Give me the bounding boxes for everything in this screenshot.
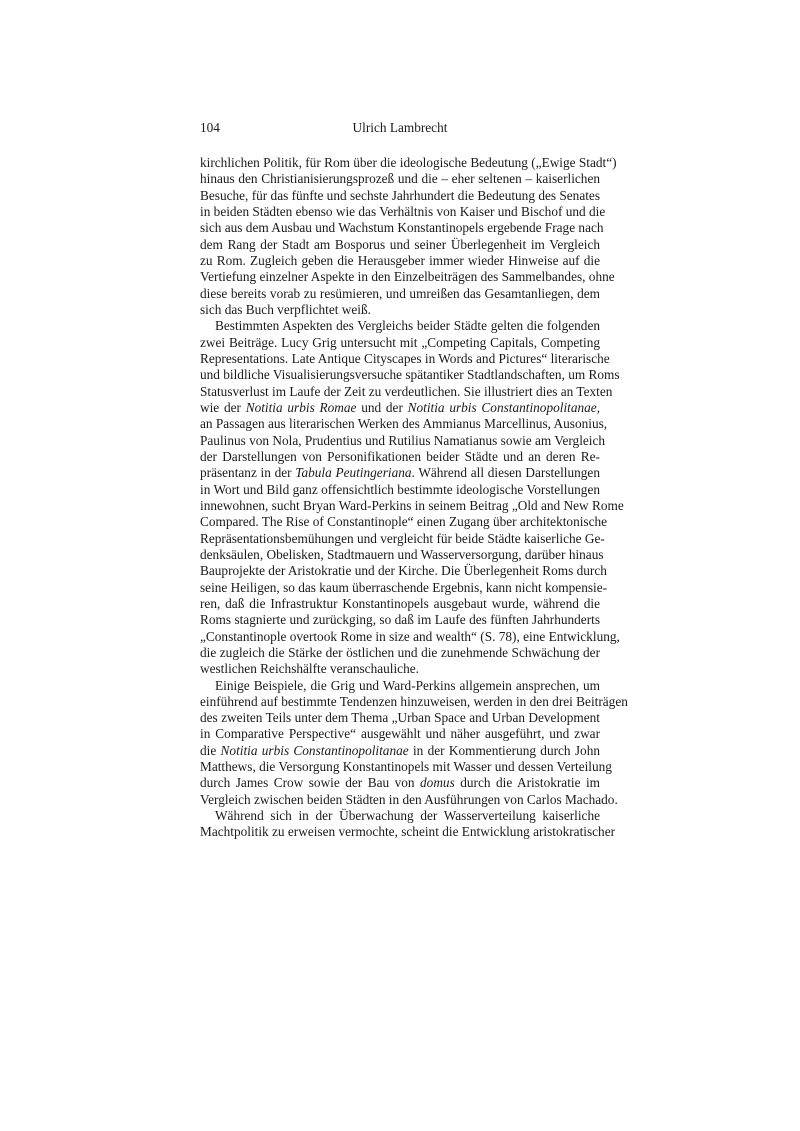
text-line [200,383,613,400]
text-segment: „Constantinople overtook Rome in size and wealth“ (S. 78), eine Entwicklung, [200,628,620,644]
text-segment: denksäulen, Obelisken, Stadtmauern und Wasserversorgung, darüber hinaus [200,546,604,562]
text-line [200,628,620,645]
text-line [200,497,624,514]
text-segment: durch die Aristokratie im [454,775,601,791]
paragraph [200,318,624,677]
text-line [200,726,600,742]
text-segment: Repräsentationsbemühungen und vergleicht für beide Städte kaiserliche Ge- [200,530,605,546]
text-segment: Compared. The Rise of Constantinople“ einen Zugang über architektonische [200,514,608,530]
text-segment: sich das Buch verpflichtet weiß. [200,301,371,317]
text-line [200,269,615,285]
text-segment: seine Heiligen, so das kaum überraschende Ergebnis, kann nicht kompensie- [200,579,608,595]
text-line [200,302,600,318]
italic-title: Notitia urbis Constantinopolitanae [407,399,597,415]
text-segment: diese bereits vorab zu resümieren, und umreißen das Gesamtanliegen, dem [200,285,600,301]
text-segment: präsentanz in der [200,465,296,481]
text-line [200,710,600,726]
text-line [200,318,600,334]
text-segment: und bildliche Visualisierungsversuche spätantiker Stadtlandschaften, um Roms [200,367,620,383]
text-segment: Vergleich zwischen beiden Städten in den Ausführungen von Carlos Machado. [200,791,618,807]
text-segment: in der Kommentierung durch John [408,742,600,758]
italic-title: Notitia urbis Constantinopolitanae [220,742,409,758]
text-line [200,546,604,563]
text-segment: westlichen Reichshälfte veranschauliche. [200,661,419,677]
text-line [200,579,608,596]
text-segment: zu Rom. Zugleich geben die Herausgeber immer wieder Hinweise auf die [200,252,600,268]
text-line [200,171,600,187]
text-line [200,824,616,840]
text-segment: durch James Crow sowie der Bau von [200,775,421,791]
text-line [200,563,607,579]
text-segment: . Während all diesen Darstellungen [411,465,600,481]
text-segment: ren, daß die Infrastruktur Konstantinopels ausgebaut wurde, während die [200,595,600,611]
text-segment: sich aus dem Ausbau und Wachstum Konstantinopels ergebende Frage nach [200,220,604,236]
text-segment: Paulinus von Nola, Prudentius und Rutilius Namatianus sowie am Vergleich [200,432,606,448]
italic-title: Notitia urbis Romae [245,399,357,415]
text-segment: , [596,399,601,415]
text-line [200,432,606,449]
text-line [200,335,600,351]
text-line [200,449,600,465]
text-segment: des zweiten Teils unter dem Thema „Urban Space and Urban Development [200,710,600,726]
text-line [200,237,600,253]
italic-title: domus [420,775,455,791]
text-segment: Bestimmten Aspekten des Vergleichs beider Städte gelten die folgenden [215,318,600,334]
text-segment: innewohnen, sucht Bryan Ward-Perkins in seinem Beitrag „Old and New Rome [200,497,624,513]
text-segment: die [200,742,221,758]
text-line [200,155,617,171]
text-segment: in Comparative Perspective“ ausgewählt und näher ausgeführt, und zwar [200,726,600,742]
text-line [200,367,620,383]
body-text [200,155,628,841]
text-line [200,743,600,759]
running-head: Ulrich Lambrecht [352,120,448,135]
text-line [200,514,608,530]
text-line [200,465,600,481]
text-line [200,808,600,824]
text-segment: Matthews, die Versorgung Konstantinopels mit Wasser und dessen Verteilung [200,759,612,775]
text-segment: zwei Beiträge. Lucy Grig untersucht mit „Competing Capitals, Competing [200,334,600,350]
text-segment: Bauprojekte der Aristokratie und der Kirche. Die Überlegenheit Roms durch [200,563,607,579]
text-line [200,416,608,432]
text-line [200,530,605,547]
text-segment: Einige Beispiele, die Grig und Ward-Perkins allgemein ansprechen, um [215,677,600,693]
text-segment: kirchlichen Politik, für Rom über die ideologische Bedeutung („Ewige Stadt“) [200,155,617,170]
text-line [200,759,612,775]
paragraph [200,677,628,809]
text-line [200,482,600,498]
text-line [200,188,600,204]
text-line [200,286,600,302]
text-segment: Vertiefung einzelner Aspekte in den Einzelbeiträgen des Sammelbandes, ohne [200,269,615,285]
text-line [200,220,604,236]
text-segment: wie der [200,399,246,415]
text-line [200,775,600,791]
text-line [200,678,600,694]
text-segment: Besuche, für das fünfte und sechste Jahrhundert die Bedeutung des Senates [200,187,600,203]
text-segment: die zugleich die Stärke der östlichen und die zunehmende Schwächung der [200,644,600,660]
text-segment: in beiden Städten ebenso wie das Verhältnis von Kaiser und Bischof und die [200,203,606,219]
text-segment: Machtpolitik zu erweisen vermochte, scheint die Entwicklung aristokratischer [200,824,616,840]
paragraph [200,808,616,841]
text-segment: Representations. Late Antique Cityscapes in Words and Pictures“ literarische [200,350,610,366]
text-line [200,596,600,612]
text-line [200,791,618,808]
text-line [200,203,606,220]
text-segment: Während sich in der Überwachung der Wasserverteilung kaiserliche [215,808,600,824]
text-segment: an Passagen aus literarischen Werken des Ammianus Marcellinus, Ausonius, [200,416,608,432]
text-segment: einführend auf bestimmte Tendenzen hinzuweisen, werden in den drei Beiträgen [200,693,628,709]
text-line [200,400,600,416]
text-segment: in Wort und Bild ganz offensichtlich bestimmte ideologische Vorstellungen [200,481,600,497]
text-segment: Statusverlust im Laufe der Zeit zu verdeutlichen. Sie illustriert dies an Texten [200,383,613,399]
text-line [200,350,610,367]
text-line [200,661,600,677]
page-header [200,120,600,138]
text-line [200,693,628,710]
italic-title: Tabula Peutingeriana [295,465,412,481]
text-segment: und der [356,399,408,415]
text-line [200,612,600,628]
text-line [200,645,600,661]
text-segment: Roms stagnierte und zurückging, so daß im Laufe des fünften Jahrhunderts [200,612,600,628]
text-segment: der Darstellungen von Personifikationen beider Städte und an deren Re- [200,448,600,464]
paragraph [200,155,617,318]
page-number: 104 [200,120,220,135]
text-segment: hinaus den Christianisierungsprozeß und die – eher seltenen – kaiserlichen [200,171,600,187]
text-segment: dem Rang der Stadt am Bosporus und seiner Überlegenheit im Vergleich [200,236,600,252]
text-line [200,253,600,269]
